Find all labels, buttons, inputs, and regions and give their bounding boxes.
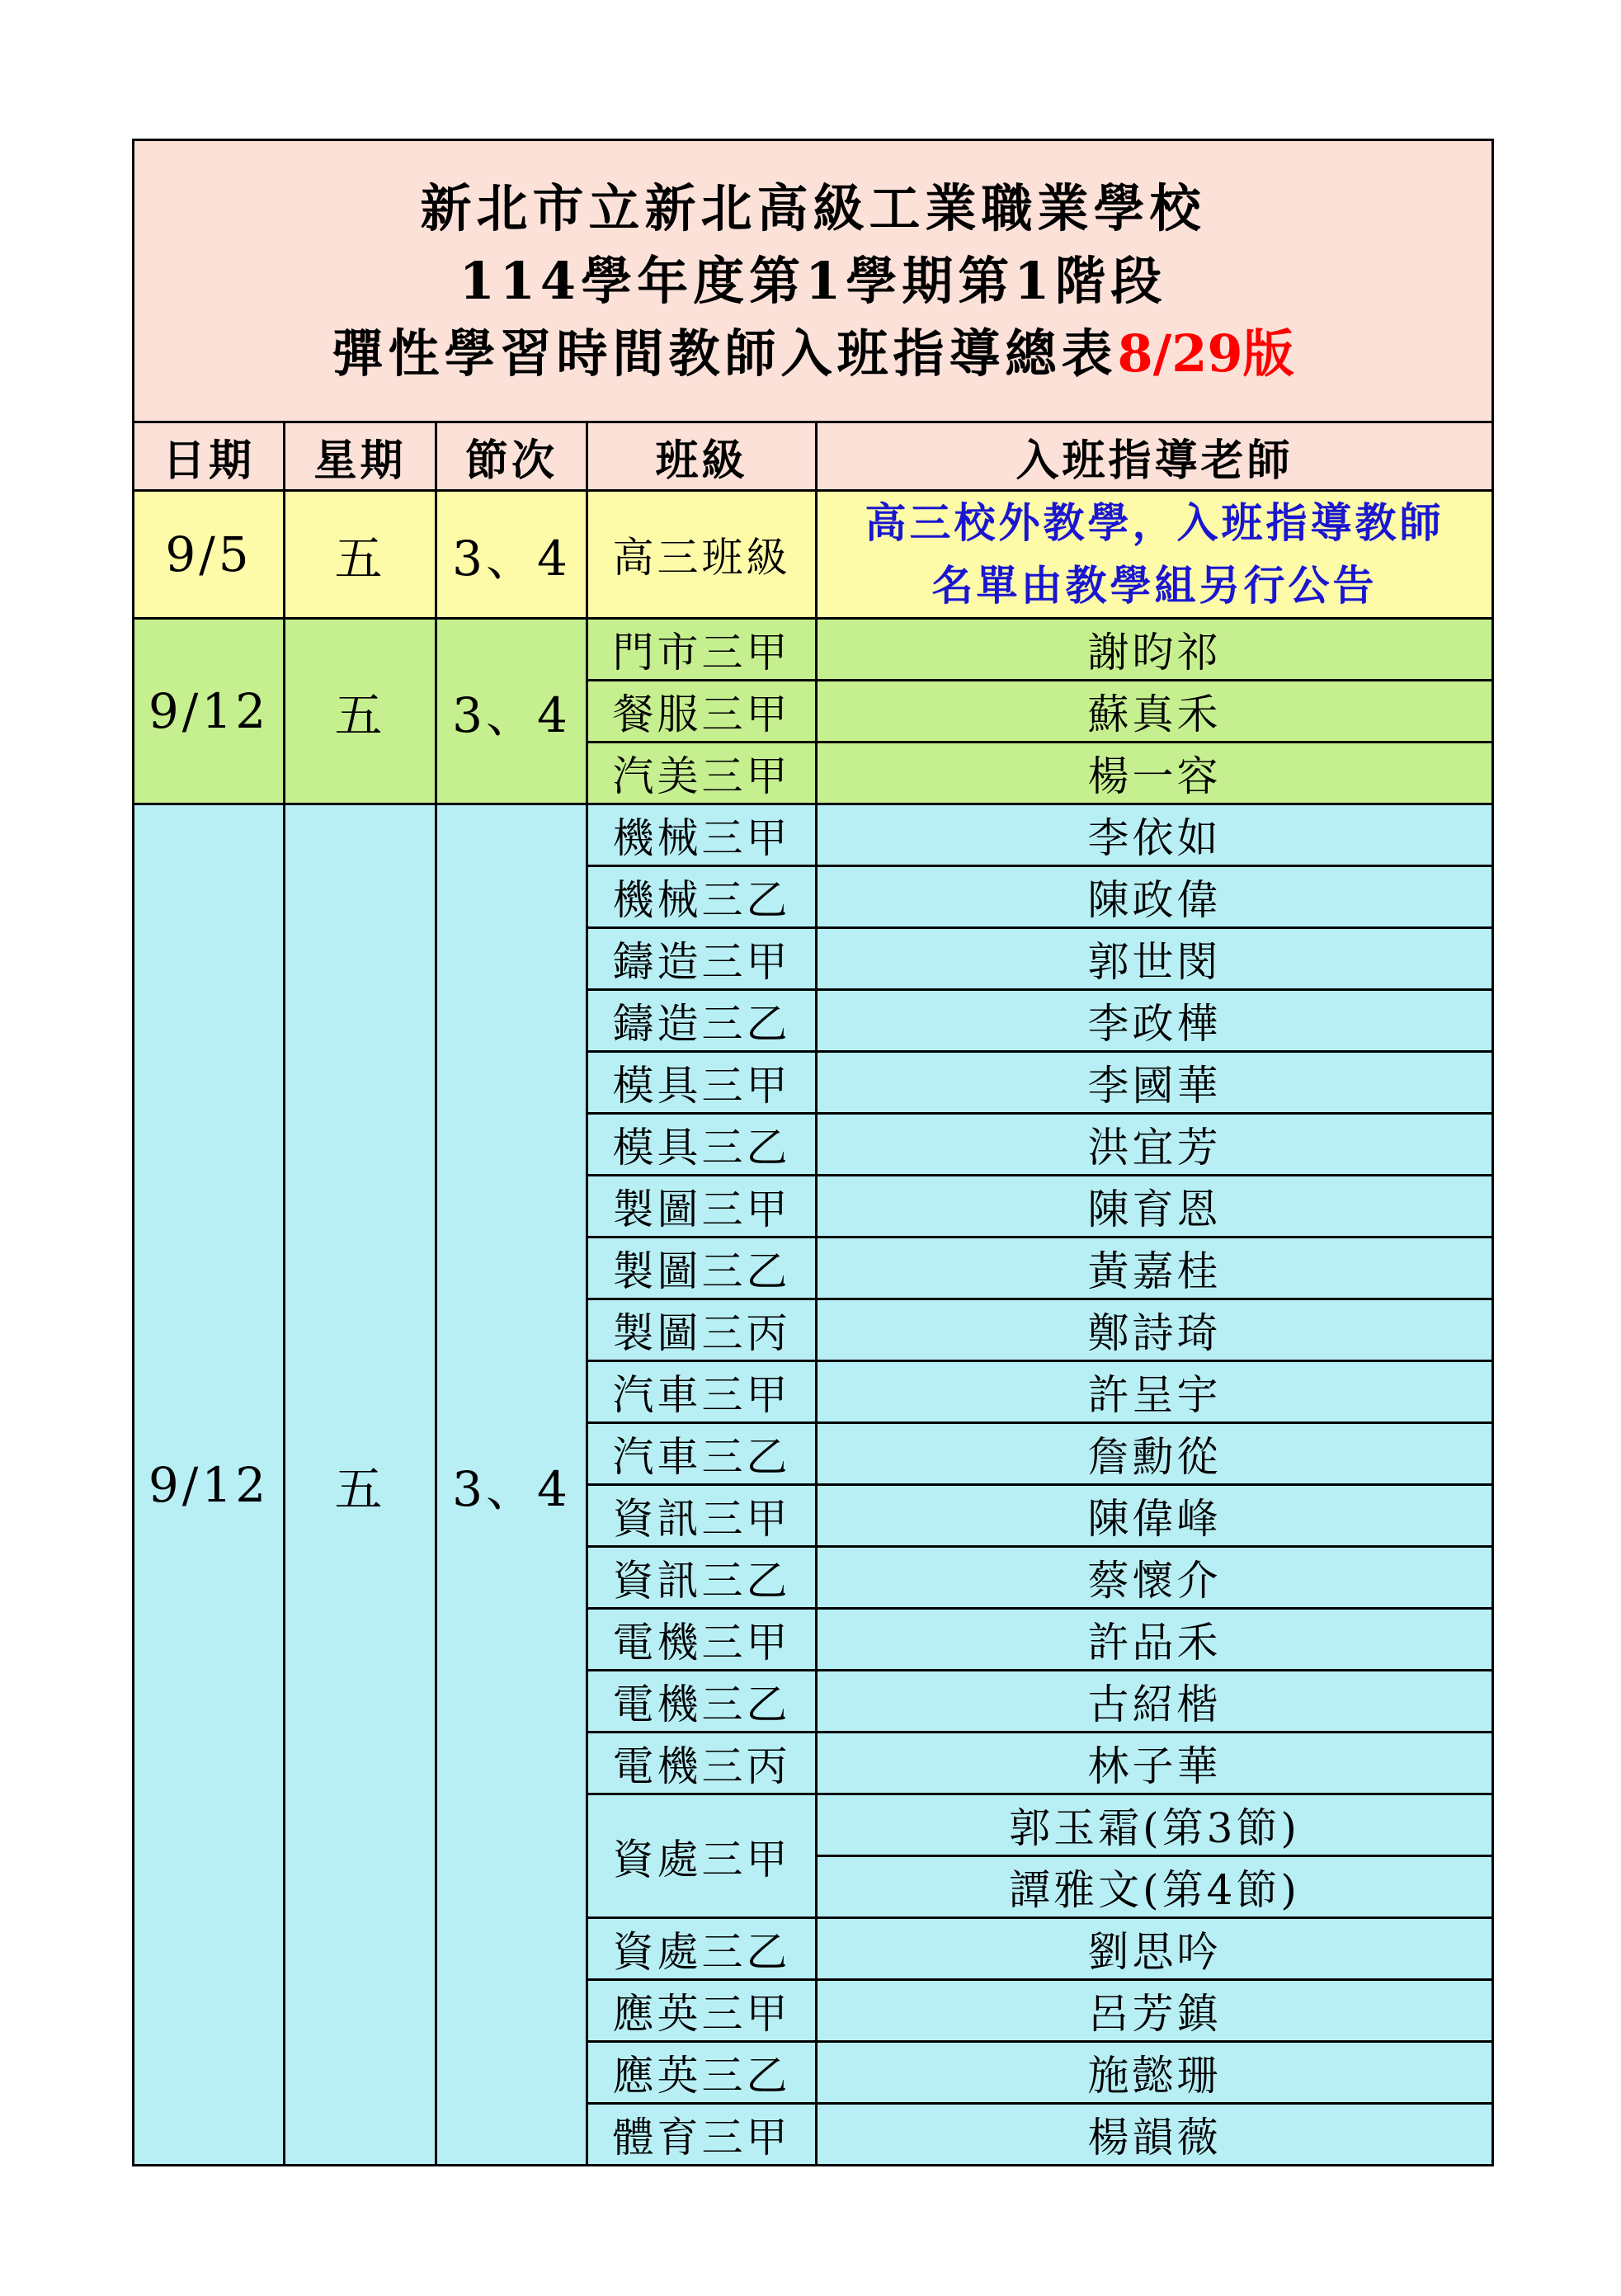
teacher-cell: 施懿珊: [817, 2042, 1493, 2104]
class-cell: 資處三甲: [587, 1794, 817, 1918]
teacher-cell: 林子華: [817, 1733, 1493, 1794]
teacher-cell: 陳政偉: [817, 866, 1493, 928]
class-cell: 資處三乙: [587, 1918, 817, 1980]
date-cell: 9/12: [134, 804, 285, 2166]
header-weekday: 星期: [285, 422, 436, 491]
teacher-cell: 鄭詩琦: [817, 1299, 1493, 1361]
notice-cell: [817, 491, 1493, 619]
class-cell: 模具三甲: [587, 1052, 817, 1114]
date-cell: 9/5: [134, 491, 285, 619]
teacher-cell: 古紹楷: [817, 1671, 1493, 1733]
class-cell: 體育三甲: [587, 2104, 817, 2166]
teacher-cell: 許品禾: [817, 1609, 1493, 1671]
teacher-cell: 詹勳從: [817, 1423, 1493, 1485]
teacher-cell: 李國華: [817, 1052, 1493, 1114]
class-cell: 模具三乙: [587, 1114, 817, 1176]
teacher-cell: 蔡懷介: [817, 1547, 1493, 1609]
teacher-cell: 李依如: [817, 804, 1493, 866]
table-title-text: 彈性學習時間教師入班指導總表: [332, 323, 1118, 384]
version-label: 8/29版: [1117, 323, 1294, 384]
notice-line-2: 名單由教學組另行公告: [931, 561, 1378, 610]
class-cell: 汽車三乙: [587, 1423, 817, 1485]
period-cell: 3、4: [436, 804, 587, 2166]
table-row: [134, 804, 1493, 866]
class-cell: 資訊三乙: [587, 1547, 817, 1609]
school-name: 新北市立新北高級工業職業學校: [420, 177, 1206, 238]
header-row: [134, 422, 1493, 491]
header-class: 班級: [587, 422, 817, 491]
class-cell: 電機三乙: [587, 1671, 817, 1733]
class-cell: 應英三甲: [587, 1980, 817, 2042]
class-cell: 餐服三甲: [587, 681, 817, 743]
table-row: [134, 619, 1493, 681]
class-cell: 資訊三甲: [587, 1485, 817, 1547]
weekday-cell: 五: [285, 619, 436, 804]
weekday-cell: 五: [285, 491, 436, 619]
weekday-cell: 五: [285, 804, 436, 2166]
class-cell: 鑄造三乙: [587, 990, 817, 1052]
teacher-cell: 呂芳鎮: [817, 1980, 1493, 2042]
header-period: 節次: [436, 422, 587, 491]
class-cell: 製圖三丙: [587, 1299, 817, 1361]
class-cell: 製圖三乙: [587, 1238, 817, 1299]
period-cell: 3、4: [436, 491, 587, 619]
class-cell: 應英三乙: [587, 2042, 817, 2104]
teacher-cell: 蘇真禾: [817, 681, 1493, 743]
schedule-table: [132, 139, 1494, 2166]
period-cell: 3、4: [436, 619, 587, 804]
teacher-cell: 楊韻薇: [817, 2104, 1493, 2166]
title-row: [134, 140, 1493, 422]
teacher-cell: 謝昀祁: [817, 619, 1493, 681]
table-title: [134, 318, 1491, 390]
class-cell: 汽車三甲: [587, 1361, 817, 1423]
class-cell: 製圖三甲: [587, 1176, 817, 1238]
class-cell: 電機三甲: [587, 1609, 817, 1671]
header-teacher: 入班指導老師: [817, 422, 1493, 491]
teacher-cell: 陳偉峰: [817, 1485, 1493, 1547]
teacher-cell: 李政樺: [817, 990, 1493, 1052]
teacher-cell: 譚雅文(第4節): [817, 1856, 1493, 1918]
notice-line-1: 高三校外教學，入班指導教師: [865, 498, 1444, 547]
class-cell: 汽美三甲: [587, 743, 817, 804]
class-cell: 機械三乙: [587, 866, 817, 928]
class-cell: 門市三甲: [587, 619, 817, 681]
teacher-cell: 陳育恩: [817, 1176, 1493, 1238]
teacher-cell: 郭玉霜(第3節): [817, 1794, 1493, 1856]
teacher-cell: 洪宜芳: [817, 1114, 1493, 1176]
header-date: 日期: [134, 422, 285, 491]
class-cell: 電機三丙: [587, 1733, 817, 1794]
class-cell: 鑄造三甲: [587, 928, 817, 990]
class-cell: 機械三甲: [587, 804, 817, 866]
teacher-cell: 許呈宇: [817, 1361, 1493, 1423]
teacher-cell: 郭世閔: [817, 928, 1493, 990]
teacher-cell: 劉思吟: [817, 1918, 1493, 1980]
date-cell: 9/12: [134, 619, 285, 804]
teacher-cell: 楊一容: [817, 743, 1493, 804]
class-cell: 高三班級: [587, 491, 817, 619]
table-row: [134, 491, 1493, 619]
term-title: 114學年度第1學期第1階段: [459, 250, 1167, 311]
title-block: [134, 140, 1493, 422]
teacher-cell: 黃嘉桂: [817, 1238, 1493, 1299]
